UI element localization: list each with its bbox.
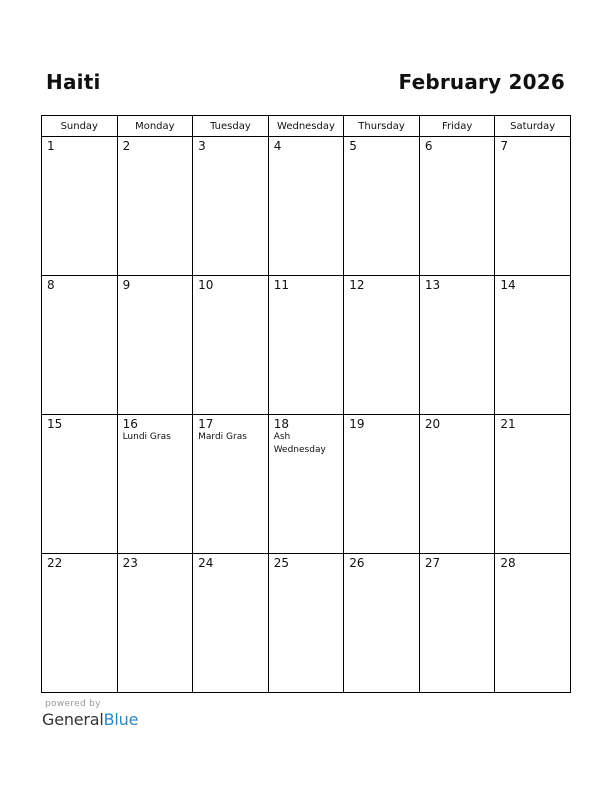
weekday-header: Friday: [419, 116, 495, 137]
week-row: [42, 137, 571, 276]
day-cell: [268, 415, 344, 554]
day-cell: [344, 554, 420, 693]
day-number: 4: [273, 139, 282, 153]
day-cell: [117, 276, 193, 415]
brand-logo: [42, 710, 138, 729]
day-cell: [42, 554, 118, 693]
month-title: February 2026: [398, 70, 565, 94]
week-row: [42, 276, 571, 415]
day-number: 10: [198, 278, 214, 292]
day-cell: [117, 137, 193, 276]
day-cell: [193, 415, 269, 554]
holiday-label: Lundi Gras: [122, 432, 171, 442]
day-number: 23: [122, 556, 138, 570]
day-cell: [495, 137, 571, 276]
day-number: 14: [500, 278, 516, 292]
day-number: 5: [349, 139, 357, 153]
week-row: [42, 415, 571, 554]
day-number: 20: [424, 417, 441, 431]
day-cell: [268, 276, 344, 415]
day-cell: [495, 554, 571, 693]
day-number: 16: [122, 417, 138, 431]
day-cell: [117, 554, 193, 693]
day-number: 18: [273, 417, 289, 431]
day-cell: [42, 276, 118, 415]
day-cell: [42, 137, 118, 276]
day-cell: [193, 276, 269, 415]
day-number: 13: [424, 278, 441, 292]
day-cell: [193, 137, 269, 276]
day-number: 24: [198, 556, 214, 570]
day-number: 15: [47, 417, 63, 431]
day-number: 22: [47, 556, 63, 570]
holiday-label: Wednesday: [273, 445, 326, 455]
day-number: 7: [500, 139, 509, 153]
day-number: 19: [349, 417, 365, 431]
day-cell: [344, 276, 420, 415]
day-number: 28: [500, 556, 516, 570]
day-cell: [419, 276, 495, 415]
day-number: 26: [349, 556, 365, 570]
holiday-label: Ash: [273, 432, 291, 442]
weekday-header: Saturday: [495, 116, 571, 137]
calendar-grid: [41, 115, 571, 693]
day-number: 12: [349, 278, 365, 292]
week-row: [42, 554, 571, 693]
weekday-header: Wednesday: [268, 116, 344, 137]
brand-name-part1: General: [42, 710, 104, 729]
day-number: 17: [198, 417, 214, 431]
weekday-header-row: [42, 116, 571, 137]
day-cell: [268, 137, 344, 276]
brand-name-part2: Blue: [103, 710, 139, 729]
day-number: 27: [424, 556, 441, 570]
day-cell: [495, 415, 571, 554]
powered-by-text: powered by: [45, 699, 101, 709]
day-cell: [419, 554, 495, 693]
weekday-header: Thursday: [344, 116, 420, 137]
weekday-header: Tuesday: [193, 116, 269, 137]
day-number: 6: [424, 139, 433, 153]
day-cell: [42, 415, 118, 554]
country-title: Haiti: [46, 70, 101, 94]
day-number: 1: [47, 139, 55, 153]
holiday-label: Mardi Gras: [198, 432, 247, 442]
day-cell: [117, 415, 193, 554]
day-cell: [495, 276, 571, 415]
day-number: 25: [273, 556, 289, 570]
day-cell: [344, 415, 420, 554]
day-cell: [419, 415, 495, 554]
weekday-header: Monday: [117, 116, 193, 137]
day-number: 2: [122, 139, 131, 153]
day-number: 3: [198, 139, 206, 153]
day-cell: [268, 554, 344, 693]
day-cell: [344, 137, 420, 276]
day-number: 9: [122, 278, 131, 292]
day-cell: [419, 137, 495, 276]
day-number: 8: [47, 278, 55, 292]
day-number: 11: [273, 278, 289, 292]
weekday-header: Sunday: [42, 116, 118, 137]
day-number: 21: [500, 417, 516, 431]
day-cell: [193, 554, 269, 693]
calendar-body: [42, 137, 571, 693]
